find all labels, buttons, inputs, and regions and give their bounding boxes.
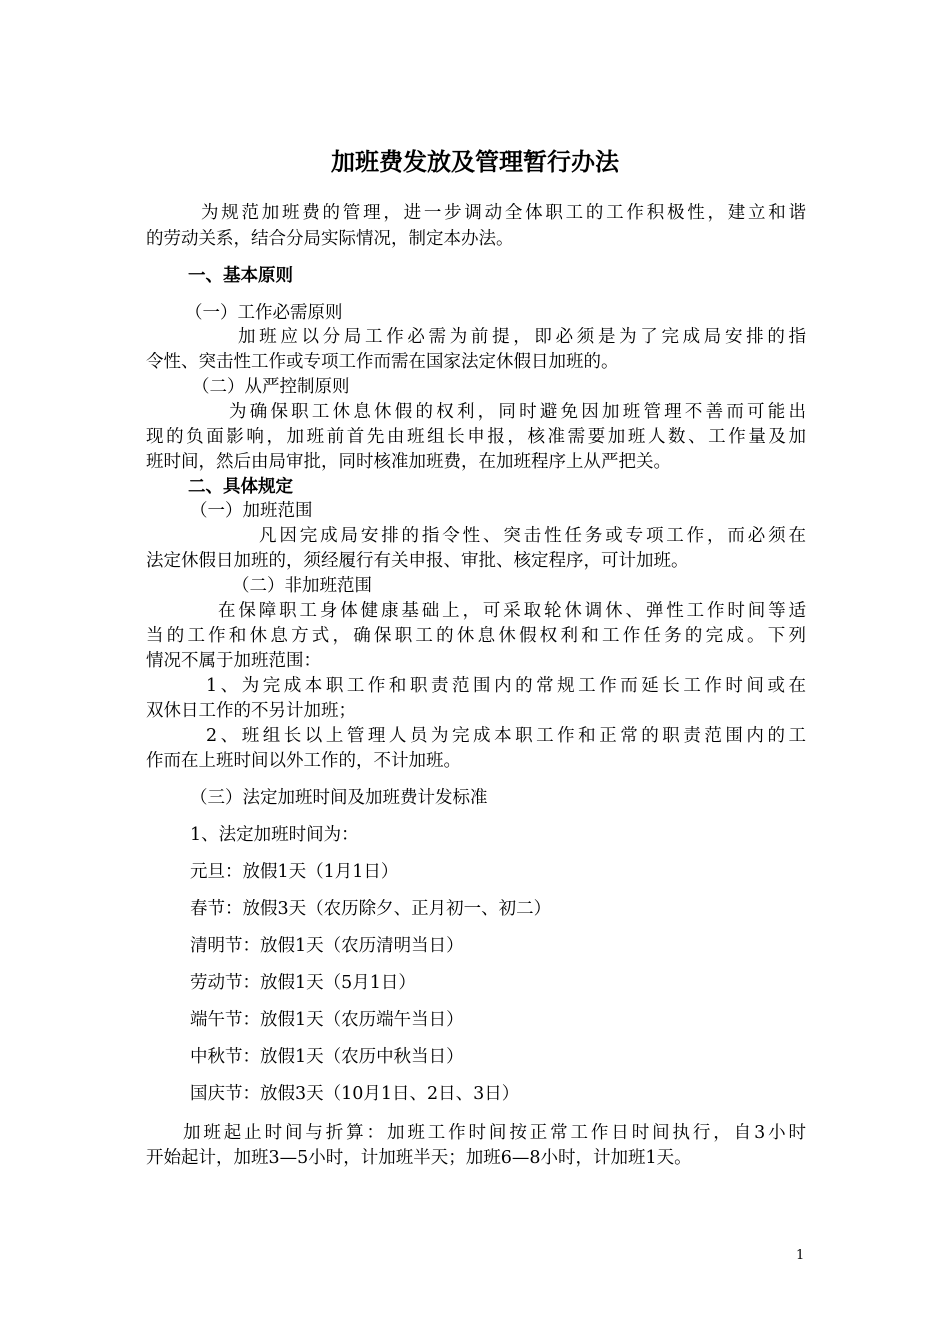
section-2-heading: 二、具体规定: [188, 477, 293, 497]
section-1-sub-2-heading: （二）从严控制原则: [192, 377, 350, 397]
section-2-sub-1-heading: （一）加班范围: [190, 501, 313, 521]
page-number: 1: [796, 1248, 805, 1263]
non-overtime-item-1-line-2: 双休日工作的不另计加班；: [146, 701, 356, 721]
holiday-labor-day: 劳动节：放假1天（5月1日）: [190, 973, 416, 993]
holiday-dragon-boat: 端午节：放假1天（农历端午当日）: [190, 1010, 464, 1030]
holiday-qingming: 清明节：放假1天（农历清明当日）: [190, 936, 464, 956]
holiday-spring-festival: 春节：放假3天（农历除夕、正月初一、初二）: [190, 899, 552, 919]
section-2-sub-1-line-2: 法定休假日加班的，须经履行有关申报、审批、核定程序，可计加班。: [146, 551, 689, 571]
holiday-mid-autumn: 中秋节：放假1天（农历中秋当日）: [190, 1047, 464, 1067]
section-2-sub-2-line-3: 情况不属于加班范围：: [146, 651, 321, 671]
overtime-conversion-line-2: 开始起计，加班3—5小时，计加班半天；加班6—8小时，计加班1天。: [146, 1148, 692, 1168]
section-1-sub-2-line-3: 班时间，然后由局审批，同时核准加班费，在加班程序上从严把关。: [146, 452, 671, 472]
document-title: 加班费发放及管理暂行办法: [331, 147, 619, 176]
non-overtime-item-2-line-2: 作而在上班时间以外工作的，不计加班。: [146, 751, 461, 771]
non-overtime-item-2-line-1: 2、班组长以上管理人员为完成本职工作和正常的职责范围内的工: [206, 726, 806, 746]
section-1-heading: 一、基本原则: [188, 266, 293, 286]
non-overtime-item-1-line-1: 1、为完成本职工作和职责范围内的常规工作而延长工作时间或在: [206, 676, 806, 696]
overtime-conversion-line-1: 加班起止时间与折算：加班工作时间按正常工作日时间执行，自3小时: [183, 1123, 806, 1143]
section-1-sub-1-line-2: 令性、突击性工作或专项工作而需在国家法定休假日加班的。: [146, 352, 619, 372]
section-1-sub-2-line-1: 为确保职工休息休假的权利，同时避免因加班管理不善而可能出: [229, 402, 806, 422]
section-1-sub-1-line-1: 加班应以分局工作必需为前提，即必须是为了完成局安排的指: [238, 327, 806, 347]
section-2-sub-3-heading: （三）法定加班时间及加班费计发标准: [190, 788, 488, 808]
section-2-sub-2-line-2: 当的工作和休息方式，确保职工的休息休假权利和工作任务的完成。下列: [146, 626, 806, 646]
section-2-sub-1-line-1: 凡因完成局安排的指令性、突击性任务或专项工作，而必须在: [259, 526, 806, 546]
section-1-sub-1-heading: （一）工作必需原则: [185, 303, 343, 323]
section-1-sub-2-line-2: 现的负面影响，加班前首先由班组长申报，核准需要加班人数、工作量及加: [146, 427, 806, 447]
section-2-sub-2-heading: （二）非加班范围: [232, 576, 372, 596]
holiday-national-day: 国庆节：放假3天（10月1日、2日、3日）: [190, 1084, 520, 1104]
intro-line-2: 的劳动关系，结合分局实际情况，制定本办法。: [146, 229, 514, 249]
section-2-sub-2-line-1: 在保障职工身体健康基础上，可采取轮休调休、弹性工作时间等适: [218, 601, 806, 621]
statutory-holiday-intro: 1、法定加班时间为：: [190, 825, 359, 845]
intro-line-1: 为规范加班费的管理，进一步调动全体职工的工作积极性，建立和谐: [201, 203, 806, 223]
holiday-new-year: 元旦：放假1天（1月1日）: [190, 862, 399, 882]
